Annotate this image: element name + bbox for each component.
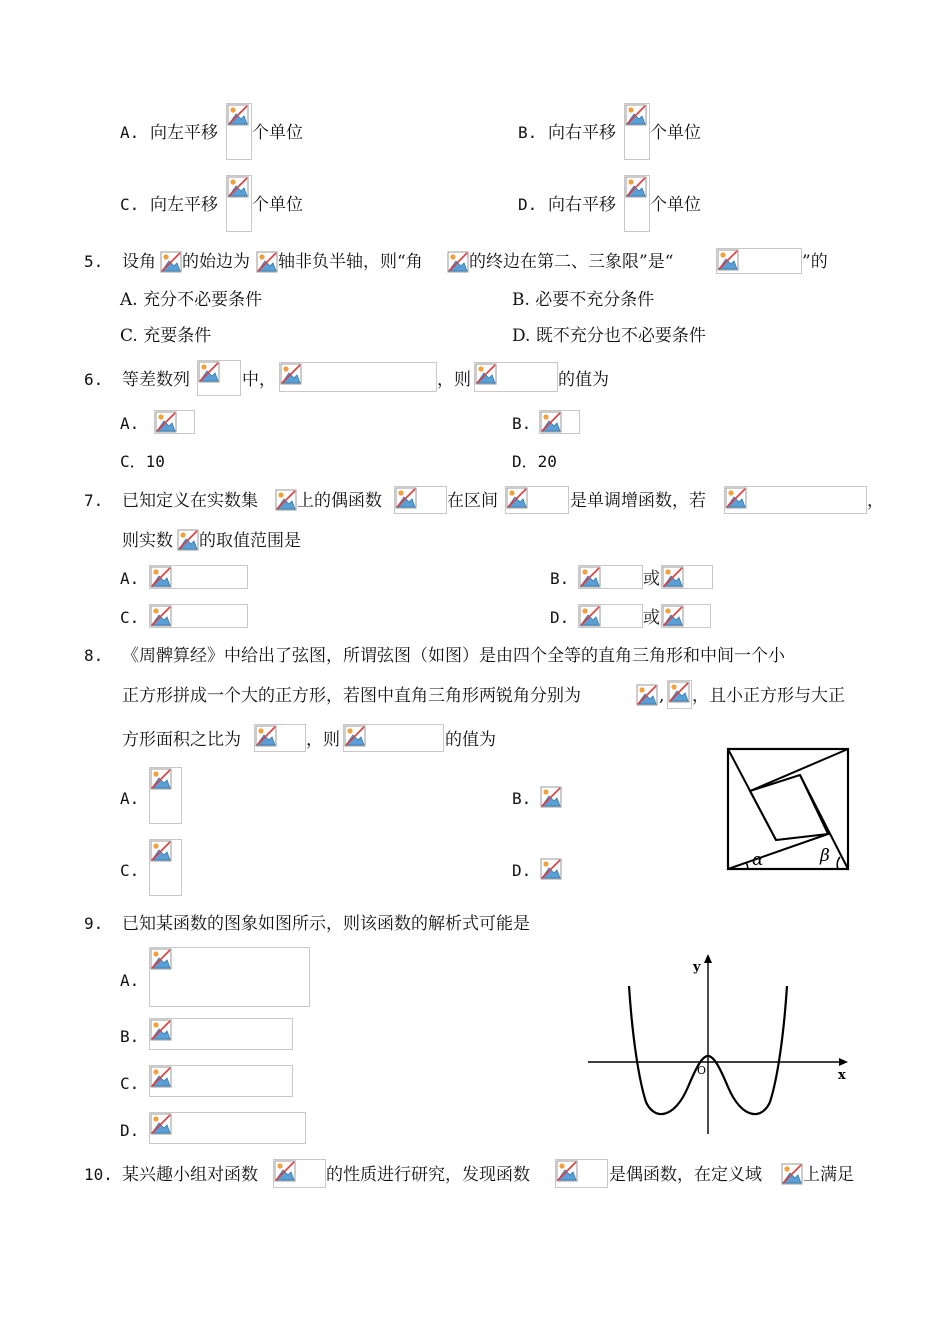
broken-image-icon [150, 948, 172, 970]
broken-image-icon [177, 529, 199, 551]
question-number: 10. [84, 1165, 113, 1184]
formula-image [447, 251, 469, 273]
question-text: 方形面积之比为 [122, 730, 241, 750]
formula-image [474, 362, 558, 392]
broken-image-icon [662, 566, 684, 588]
question-text: 已知某函数的图象如图所示，则该函数的解析式可能是 [122, 914, 530, 934]
question-text: 轴非负半轴，则“角 [278, 252, 423, 272]
broken-image-icon [227, 104, 249, 126]
question-text: ”的 [802, 252, 828, 272]
option-a-label: A. [120, 569, 140, 588]
broken-image-icon [395, 487, 417, 509]
option-b-label: B. [518, 123, 538, 142]
formula-image [578, 604, 643, 628]
broken-image-icon [150, 605, 172, 627]
y-axis-label: y [693, 960, 701, 975]
option-c: C. 充要条件 [120, 326, 212, 346]
broken-image-icon [668, 681, 690, 703]
formula-image [624, 103, 650, 160]
question-text: 设角 [122, 252, 156, 272]
formula-image [149, 1065, 293, 1097]
question-text: 已知定义在实数集 [122, 491, 258, 511]
question-number: 8. [84, 646, 104, 665]
broken-image-icon [280, 363, 302, 385]
formula-image [177, 529, 199, 551]
question-text: 《周髀算经》中给出了弦图，所谓弦图（如图）是由四个全等的直角三角形和中间一个小 [122, 646, 785, 666]
option-a: A. 充分不必要条件 [120, 290, 263, 310]
question-text: 某兴趣小组对函数 [122, 1165, 258, 1185]
broken-image-icon [540, 786, 562, 808]
option-d-text: 向右平移 [548, 195, 616, 215]
broken-image-icon [160, 251, 182, 273]
question-text: 上满足 [803, 1165, 854, 1185]
question-number: 5. [84, 252, 104, 271]
broken-image-icon [227, 176, 249, 198]
option-a-label: A. [120, 971, 140, 990]
option-d-label: D. [518, 195, 538, 214]
option-d: D．20 [512, 452, 557, 471]
beta-label: β [820, 846, 830, 866]
formula-image [343, 724, 444, 752]
option-a-label: A. [120, 789, 140, 808]
option-b-label: B. [512, 789, 532, 808]
formula-image [254, 724, 306, 752]
formula-image [667, 680, 692, 709]
question-text: 上的偶函数 [297, 491, 382, 511]
broken-image-icon [556, 1160, 578, 1182]
question-number: 6. [84, 370, 104, 389]
question-text: ，则 [306, 730, 340, 750]
option-a-text-after: 个单位 [252, 123, 303, 143]
formula-image [226, 103, 252, 160]
formula-image [781, 1163, 803, 1185]
broken-image-icon [255, 725, 277, 747]
broken-image-icon [150, 566, 172, 588]
formula-image [256, 251, 278, 273]
broken-image-icon [150, 1019, 172, 1041]
formula-image [279, 362, 437, 392]
question-text: ， [867, 491, 884, 511]
broken-image-icon [540, 858, 562, 880]
formula-image [578, 565, 643, 589]
broken-image-icon [781, 1163, 803, 1185]
option-b-text-after: 个单位 [650, 123, 701, 143]
broken-image-icon [150, 1113, 172, 1135]
option-c-text-after: 个单位 [252, 195, 303, 215]
formula-image [149, 839, 182, 896]
option-d-text-after: 个单位 [650, 195, 701, 215]
question-text: 中， [242, 370, 276, 390]
or-text: 或 [643, 608, 660, 628]
option-d: D. 既不充分也不必要条件 [512, 326, 706, 346]
option-c-label: C. [120, 195, 140, 214]
question-text: 的值为 [445, 730, 496, 750]
formula-image [226, 175, 252, 232]
question-text: 等差数列 [122, 370, 190, 390]
broken-image-icon [579, 605, 601, 627]
broken-image-icon [625, 104, 647, 126]
broken-image-icon [344, 725, 366, 747]
formula-image [661, 604, 711, 628]
option-b: B. 必要不充分条件 [512, 290, 655, 310]
question-text: 是单调增函数，若 [570, 491, 706, 511]
question-text: 在区间 [447, 491, 498, 511]
broken-image-icon [662, 605, 684, 627]
question-text: 的性质进行研究，发现函数 [326, 1165, 530, 1185]
question-text: 则实数 [122, 531, 173, 551]
formula-image [539, 410, 580, 434]
question-text: ，且小正方形与大正 [692, 686, 845, 706]
formula-image [555, 1159, 608, 1188]
question-number: 9. [84, 914, 104, 933]
formula-image [149, 565, 248, 589]
formula-image [661, 565, 713, 589]
broken-image-icon [198, 361, 220, 383]
question-text: 的值为 [558, 370, 609, 390]
option-c-label: C. [120, 608, 140, 627]
broken-image-icon [155, 411, 177, 433]
formula-image [636, 684, 658, 706]
option-c: C．10 [120, 452, 165, 471]
question-text: 的取值范围是 [199, 531, 301, 551]
option-c-text: 向左平移 [150, 195, 218, 215]
broken-image-icon [150, 840, 172, 862]
option-c-label: C. [120, 1074, 140, 1093]
xian-figure [726, 747, 851, 871]
formula-image [724, 486, 867, 514]
broken-image-icon [275, 489, 297, 511]
formula-image [505, 486, 569, 514]
question-text: ，则 [437, 370, 471, 390]
formula-image [149, 947, 310, 1007]
alpha-label: α [752, 850, 764, 870]
function-graph [586, 952, 852, 1136]
option-b-label: B. [512, 414, 532, 433]
formula-image [624, 175, 650, 232]
question-text: , [659, 686, 665, 706]
question-text: 的终边在第二、三象限”是“ [469, 252, 674, 272]
formula-image [160, 251, 182, 273]
option-d-label: D. [550, 608, 570, 627]
broken-image-icon [256, 251, 278, 273]
broken-image-icon [150, 768, 172, 790]
option-d-label: D. [512, 861, 532, 880]
question-text: 正方形拼成一个大的正方形，若图中直角三角形两锐角分别为 [122, 686, 581, 706]
formula-image [273, 1159, 326, 1188]
broken-image-icon [725, 487, 747, 509]
x-axis-label: x [838, 1068, 846, 1083]
formula-image [197, 360, 241, 396]
origin-label: O [697, 1064, 707, 1077]
option-a-text: 向左平移 [150, 123, 218, 143]
formula-image [149, 767, 182, 824]
or-text: 或 [643, 569, 660, 589]
option-b-label: B. [550, 569, 570, 588]
formula-image [716, 248, 802, 274]
option-b-text: 向右平移 [548, 123, 616, 143]
broken-image-icon [274, 1160, 296, 1182]
broken-image-icon [625, 176, 647, 198]
option-b-label: B. [120, 1027, 140, 1046]
broken-image-icon [150, 1066, 172, 1088]
formula-image [394, 486, 447, 514]
option-a-label: A. [120, 414, 140, 433]
broken-image-icon [475, 363, 497, 385]
formula-image [149, 1112, 306, 1144]
formula-image [540, 786, 562, 808]
broken-image-icon [717, 249, 739, 271]
question-text: 的始边为 [182, 252, 250, 272]
formula-image [154, 410, 195, 434]
broken-image-icon [447, 251, 469, 273]
question-text: 是偶函数，在定义域 [609, 1165, 762, 1185]
option-a-label: A. [120, 123, 140, 142]
formula-image [540, 858, 562, 880]
formula-image [275, 489, 297, 511]
broken-image-icon [506, 487, 528, 509]
option-c-label: C. [120, 861, 140, 880]
question-number: 7. [84, 491, 104, 510]
broken-image-icon [579, 566, 601, 588]
option-d-label: D. [120, 1121, 140, 1140]
broken-image-icon [636, 684, 658, 706]
broken-image-icon [540, 411, 562, 433]
formula-image [149, 604, 248, 628]
formula-image [149, 1018, 293, 1050]
